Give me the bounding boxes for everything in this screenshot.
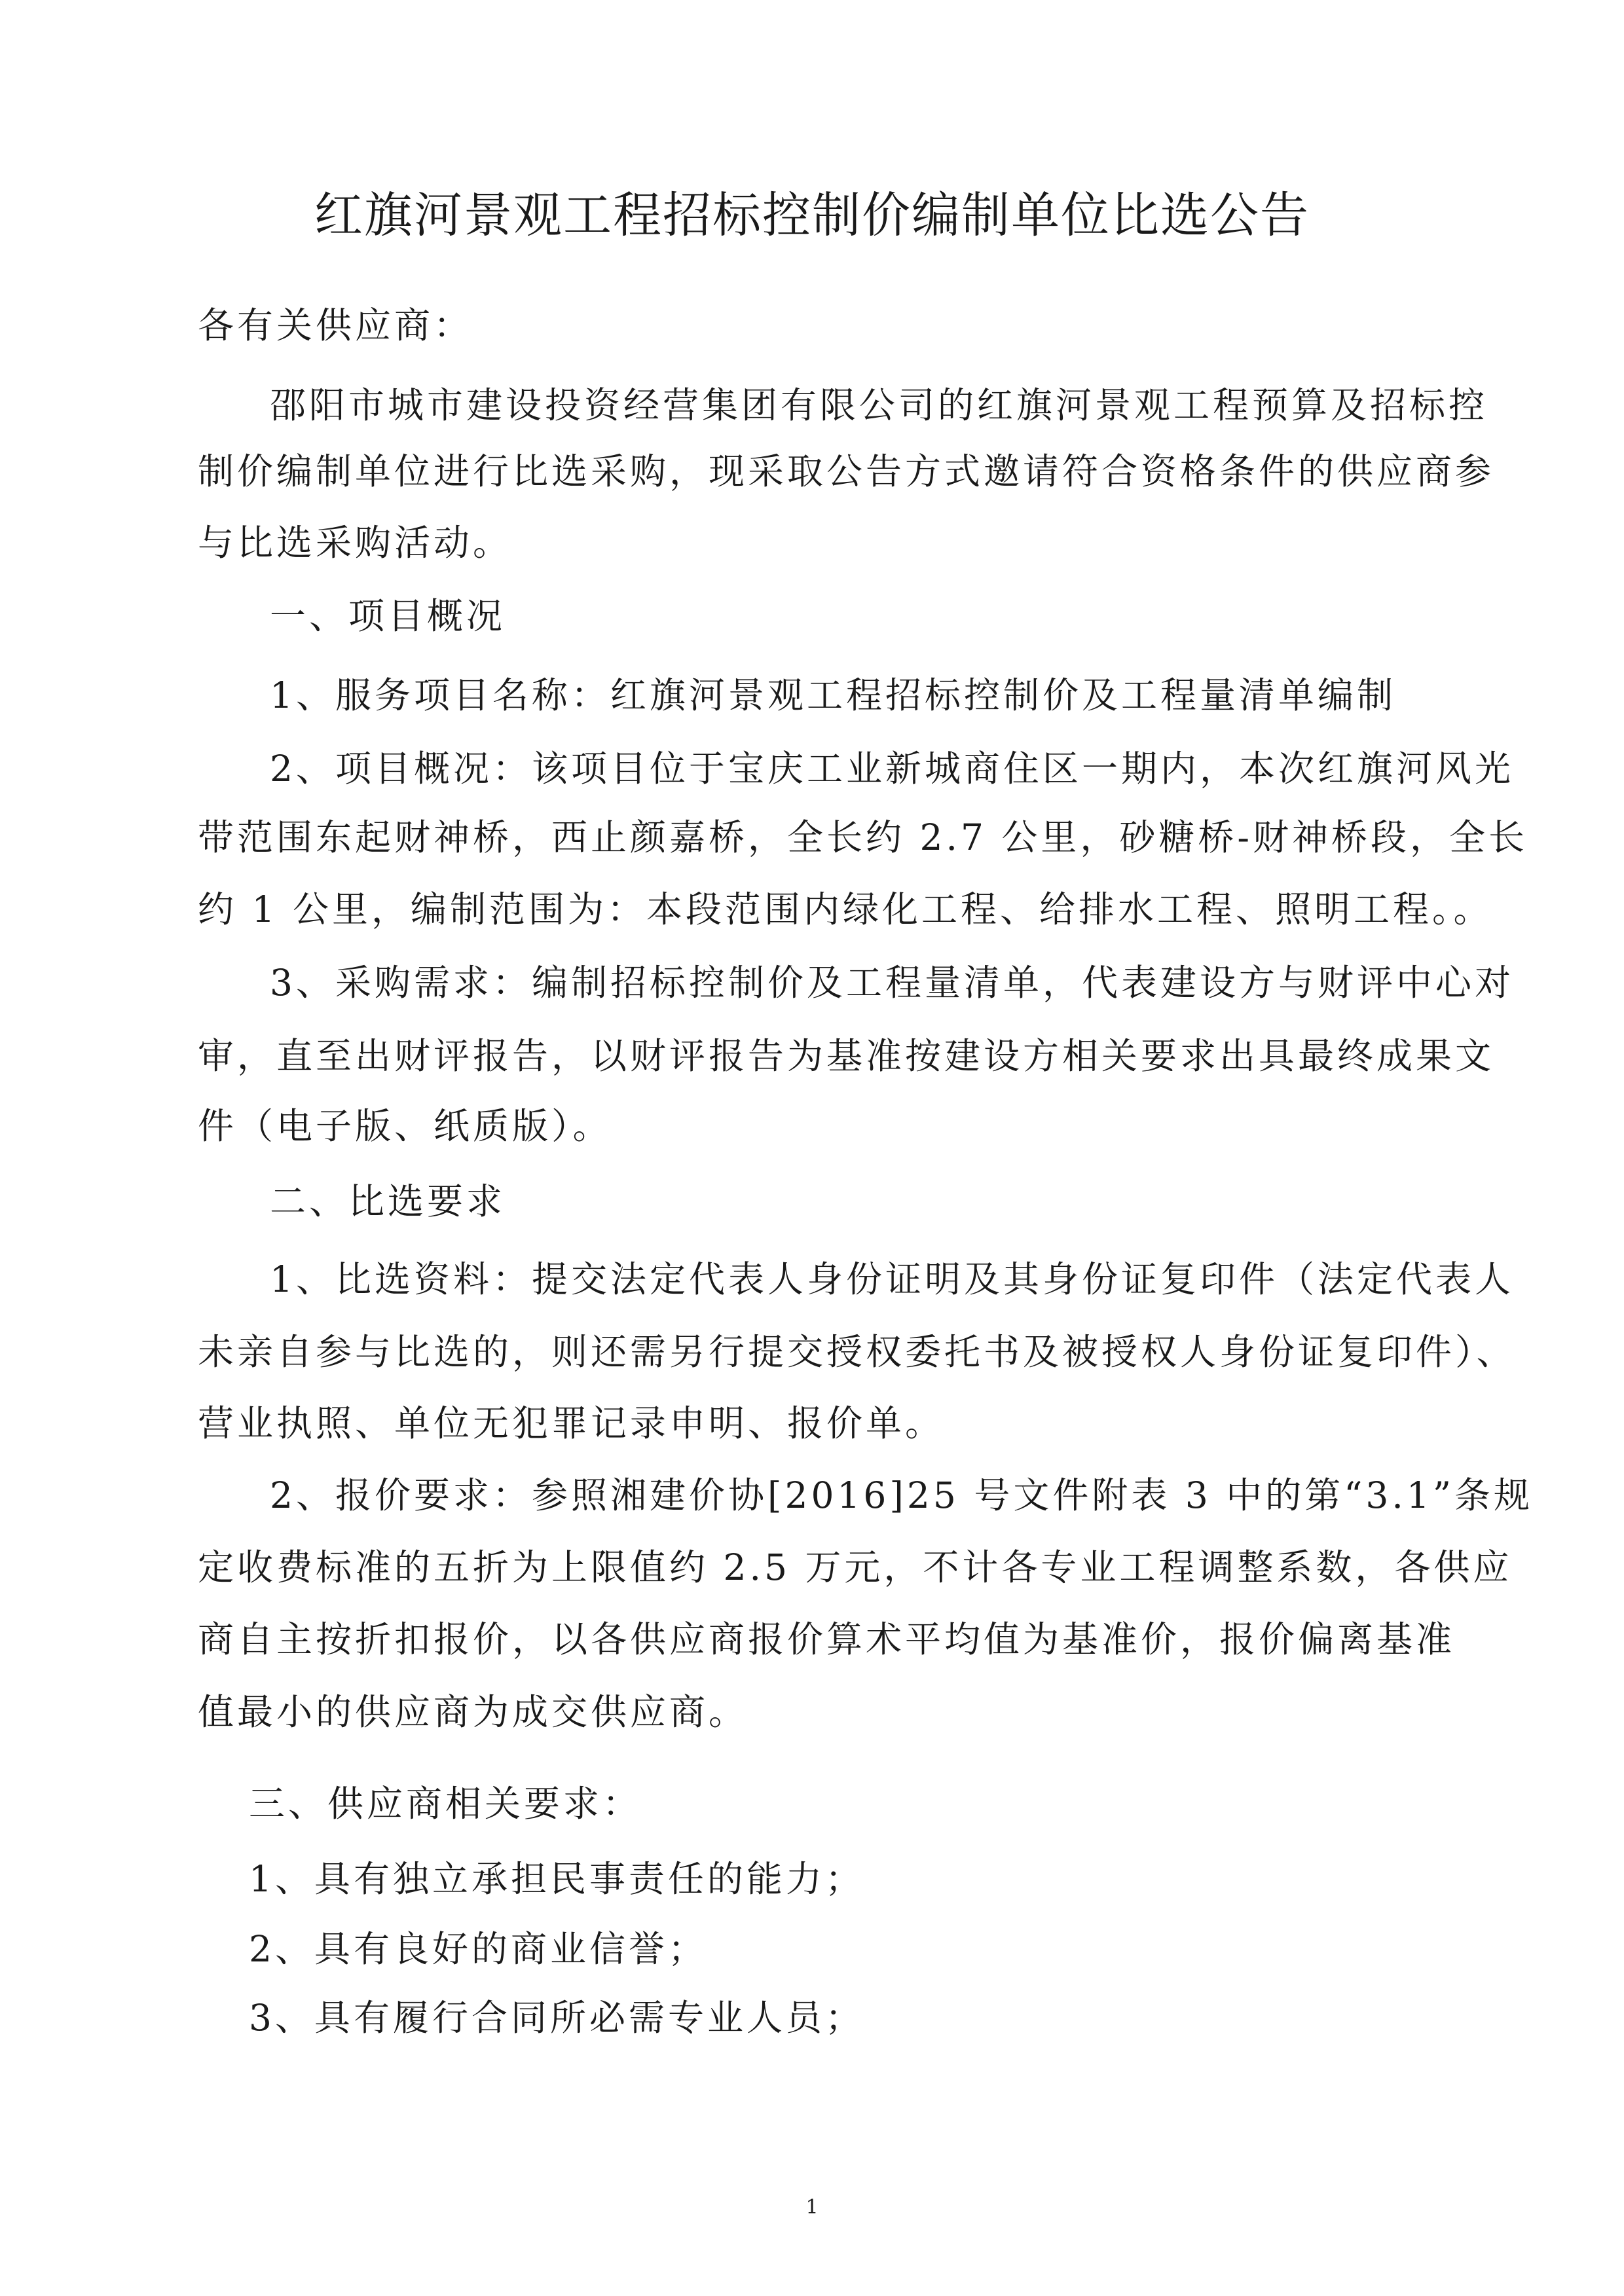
- section1-item3-line-3: 件（电子版、纸质版）。: [198, 1105, 612, 1147]
- salutation: 各有关供应商：: [198, 304, 473, 346]
- page-number: 1: [805, 2196, 819, 2219]
- section3-item-2: 2、具有良好的商业信誉；: [249, 1928, 707, 1970]
- section2-item2-line-4: 值最小的供应商为成交供应商。: [198, 1691, 748, 1733]
- document-title: 红旗河景观工程招标控制价编制单位比选公告: [314, 187, 1310, 244]
- section1-item3-line-2: 审，直至出财评报告，以财评报告为基准按建设方相关要求出具最终成果文: [198, 1035, 1495, 1077]
- section2-heading: 二、比选要求: [270, 1180, 506, 1222]
- section2-item1-line-1: 1、比选资料：提交法定代表人身份证明及其身份证复印件（法定代表人: [270, 1258, 1514, 1300]
- section2-item2-line-2: 定收费标准的五折为上限值约 2.5 万元，不计各专业工程调整系数，各供应: [198, 1546, 1513, 1588]
- section1-item1: 1、服务项目名称：红旗河景观工程招标控制价及工程量清单编制: [270, 674, 1396, 716]
- section2-item2-line-1: 2、报价要求：参照湘建价协[2016]25 号文件附表 3 中的第“3.1”条规: [270, 1474, 1534, 1516]
- intro-line-3: 与比选采购活动。: [198, 522, 513, 564]
- section2-item1-line-2: 未亲自参与比选的，则还需另行提交授权委托书及被授权人身份证复印件）、: [198, 1331, 1516, 1373]
- intro-line-1: 邵阳市城市建设投资经营集团有限公司的红旗河景观工程预算及招标控: [270, 384, 1488, 426]
- section2-item1-line-3: 营业执照、单位无犯罪记录申明、报价单。: [198, 1402, 945, 1444]
- section3-item-3: 3、具有履行合同所必需专业人员；: [249, 1997, 864, 2039]
- section1-heading: 一、项目概况: [270, 595, 506, 637]
- section1-item2-line-3: 约 1 公里，编制范围为：本段范围内绿化工程、给排水工程、照明工程。。: [198, 888, 1493, 930]
- section2-item2-line-3: 商自主按折扣报价，以各供应商报价算术平均值为基准价，报价偏离基准: [198, 1618, 1456, 1660]
- section3-item-1: 1、具有独立承担民事责任的能力；: [249, 1858, 864, 1900]
- section1-item2-line-1: 2、项目概况：该项目位于宝庆工业新城商住区一期内，本次红旗河风光: [270, 748, 1514, 790]
- intro-line-2: 制价编制单位进行比选采购，现采取公告方式邀请符合资格条件的供应商参: [198, 450, 1495, 492]
- section1-item3-line-1: 3、采购需求：编制招标控制价及工程量清单，代表建设方与财评中心对: [270, 962, 1514, 1004]
- section3-heading: 三、供应商相关要求：: [249, 1783, 642, 1825]
- section1-item2-line-2: 带范围东起财神桥，西止颜嘉桥，全长约 2.7 公里，砂糖桥-财神桥段，全长: [198, 816, 1528, 858]
